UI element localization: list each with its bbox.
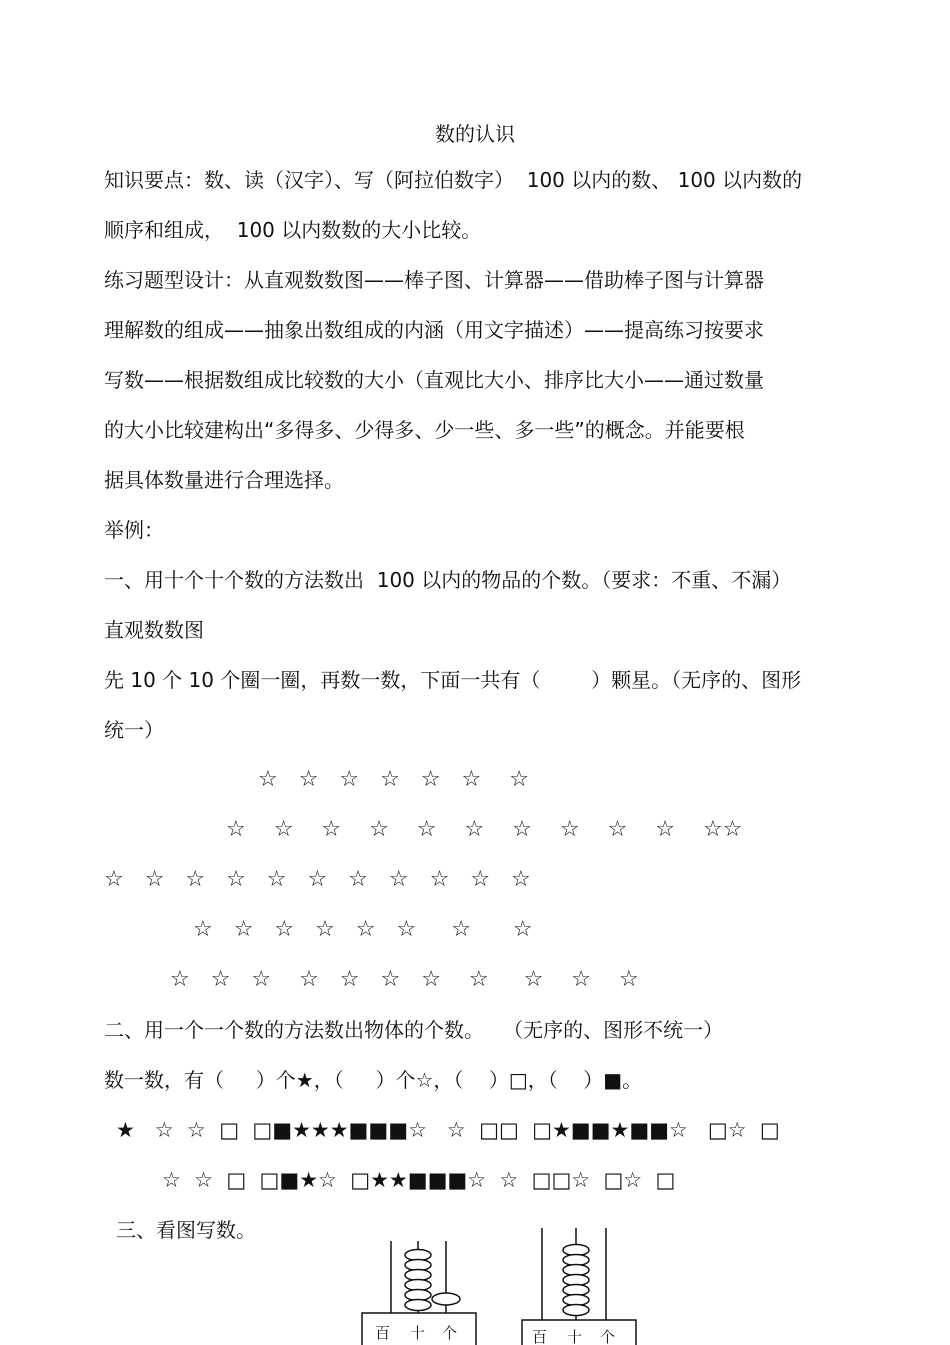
abacus-1-label-hundreds: 百 bbox=[375, 1324, 391, 1342]
abacus-1-label-tens: 十 bbox=[410, 1324, 426, 1342]
abacus-2-label-hundreds: 百 bbox=[532, 1328, 548, 1345]
abacus-2-label-tens: 十 bbox=[567, 1328, 583, 1345]
star-row-4: ☆ ☆ ☆ ☆ ☆ ☆ ☆ ☆ bbox=[193, 917, 533, 942]
intro-line-4: 理解数的组成——抽象出数组成的内涵（用文字描述）——提高练习按要求 bbox=[104, 318, 764, 342]
abacus-1-label-ones: 个 bbox=[442, 1324, 458, 1342]
section2-question: 数一数，有（ ）个★，（ ）个☆，（ ）□，（ ）■。 bbox=[104, 1068, 643, 1092]
intro-line-5: 写数——根据数组成比较数的大小（直观比大小、排序比大小——通过数量 bbox=[104, 368, 764, 392]
star-row-1: ☆ ☆ ☆ ☆ ☆ ☆ ☆ bbox=[258, 767, 529, 792]
section1-subheading: 直观数数图 bbox=[104, 618, 204, 642]
intro-line-1: 知识要点：数、读（汉字）、写（阿拉伯数字） 100 以内的数、 100 以内数的 bbox=[104, 168, 803, 192]
star-row-5: ☆ ☆ ☆ ☆ ☆ ☆ ☆ ☆ ☆ ☆ ☆ bbox=[170, 967, 639, 992]
intro-line-6: 的大小比较建构出“多得多、少得多、少一些、多一些”的概念。并能要根 bbox=[104, 418, 745, 442]
intro-line-2: 顺序和组成， 100 以内数数的大小比较。 bbox=[104, 218, 482, 242]
section3-heading: 三、看图写数。 bbox=[116, 1218, 256, 1242]
intro-line-8: 举例： bbox=[104, 518, 164, 542]
section2-heading: 二、用一个一个数的方法数出物体的个数。 （无序的、图形不统一） bbox=[104, 1018, 724, 1042]
section1-heading: 一、用十个十个数的方法数出 100 以内的物品的个数。（要求：不重、不漏） bbox=[104, 568, 792, 592]
star-row-2: ☆ ☆ ☆ ☆ ☆ ☆ ☆ ☆ ☆ ☆ ☆☆ bbox=[226, 817, 743, 842]
page-title: 数的认识 bbox=[435, 122, 515, 146]
section1-question-a: 先 10 个 10 个圈一圈，再数一数，下面一共有（ ）颗星。（无序的、图形 bbox=[104, 668, 802, 692]
section1-question-b: 统一） bbox=[104, 718, 164, 742]
shape-row-1: ★ ☆ ☆ □ □■★★★■■■☆ ☆ □□ □★■■★■■☆ □☆ □ bbox=[116, 1118, 780, 1142]
shape-row-2: ☆ ☆ □ □■★☆ □★★■■■☆ ☆ □□☆ □☆ □ bbox=[162, 1168, 676, 1192]
star-row-3: ☆ ☆ ☆ ☆ ☆ ☆ ☆ ☆ ☆ ☆ ☆ bbox=[104, 867, 531, 892]
intro-line-3: 练习题型设计：从直观数数图——棒子图、计算器——借助棒子图与计算器 bbox=[104, 268, 764, 292]
abacus-1 bbox=[360, 1235, 480, 1345]
abacus-2 bbox=[520, 1226, 640, 1345]
abacus-2-label-ones: 个 bbox=[600, 1328, 616, 1345]
intro-line-7: 据具体数量进行合理选择。 bbox=[104, 468, 344, 492]
